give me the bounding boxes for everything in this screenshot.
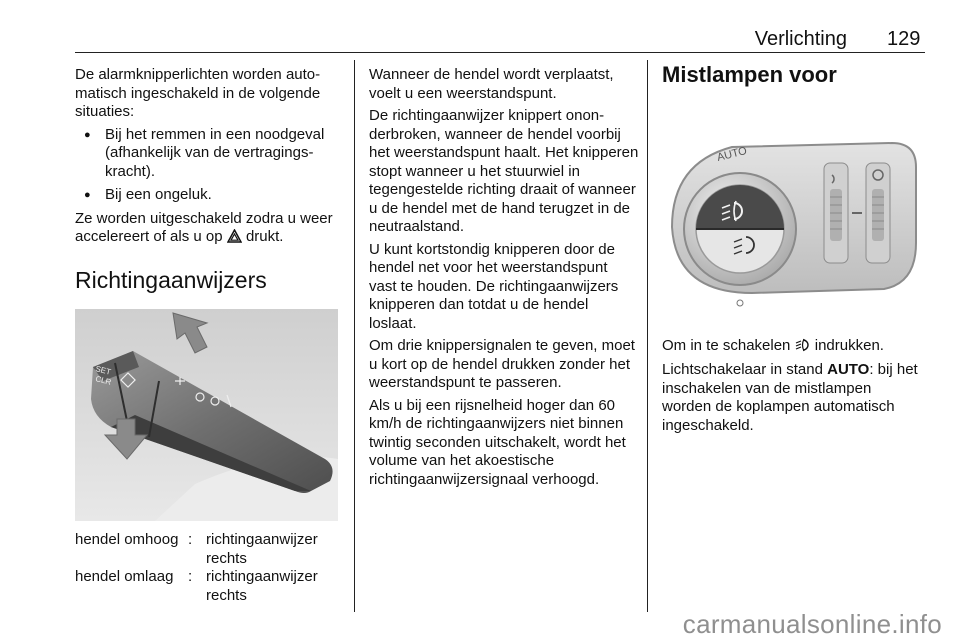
column-right bbox=[662, 62, 924, 439]
page-number: 129 bbox=[887, 28, 921, 50]
deactivation-text: Ze worden uitgeschakeld zodra u weer accelereert of als u op bbox=[75, 209, 333, 245]
section-heading-turn-signals: Richtingaanwijzers bbox=[75, 266, 267, 293]
deactivation-text-end: drukt. bbox=[245, 228, 284, 245]
caption-row bbox=[75, 568, 345, 605]
bullet-list bbox=[75, 126, 345, 205]
auto-mode-paragraph bbox=[662, 361, 924, 435]
fog-lamp-instruction bbox=[662, 337, 924, 358]
paragraph: U kunt kortstondig knipperen door de hendel net voor het weerstandspunt vast te houden. De richtingaanwijzers knipperen dan totdat u de hendel loslaat. bbox=[369, 240, 619, 332]
paragraph: Als u bij een rijsnelheid hoger dan 60 km/h de richtingaanwijzers niet binnen twintig seconden uitschakelt, wordt het volume van het akoestische richtingaanwijzersignaal verhoogd. bbox=[369, 396, 626, 488]
caption-separator: : bbox=[188, 568, 193, 585]
auto-label: AUTO bbox=[827, 361, 870, 378]
caption-key: hendel omlaag bbox=[75, 568, 174, 585]
caption-table bbox=[75, 531, 345, 605]
column-divider bbox=[354, 60, 355, 612]
list-item: ● Bij het remmen in een noodgeval (afhankelijk van de vertragingskracht). bbox=[75, 126, 345, 182]
caption-value: richtingaanwijzer rechts bbox=[206, 531, 318, 567]
caption-separator: : bbox=[188, 531, 193, 548]
turn-signal-lever-image bbox=[75, 309, 338, 521]
lever-label-set: SET bbox=[94, 364, 112, 377]
watermark: carmanualsonline.info bbox=[682, 609, 942, 639]
header-rule bbox=[75, 52, 925, 53]
column-left bbox=[75, 66, 345, 605]
front-fog-lamp-icon bbox=[795, 338, 811, 358]
auto-text-end: : bij het inschakelen van de mistlampen worden de koplampen automatisch ingeschakeld. bbox=[662, 361, 918, 434]
deactivation-paragraph bbox=[75, 210, 345, 249]
switch-label-auto: AUTO bbox=[715, 144, 749, 164]
intro-paragraph: De alarmknipperlichten worden automatisch ingeschakeld in de volgende situaties: bbox=[75, 66, 321, 120]
auto-text: Lichtschakelaar in stand bbox=[662, 361, 823, 378]
paragraph: Om drie knippersignalen te geven, moet u kort op de hendel drukken zonder het weerstandspunt te passeren. bbox=[369, 337, 635, 391]
light-switch-image bbox=[662, 107, 924, 319]
caption-row bbox=[75, 531, 345, 568]
instruction-text: Om in te schakelen bbox=[662, 336, 791, 354]
section-heading-front-fog-lamps: Mistlampen voor bbox=[662, 62, 837, 87]
instruction-text-end: indrukken. bbox=[814, 336, 884, 354]
caption-key: hendel omhoog bbox=[75, 531, 179, 548]
hazard-warning-icon bbox=[227, 229, 242, 249]
lever-label-clr: CLR bbox=[94, 374, 113, 387]
list-item: ● Bij een ongeluk. bbox=[75, 186, 345, 205]
column-divider bbox=[647, 60, 648, 612]
paragraph: Wanneer de hendel wordt verplaatst, voelt u een weerstandspunt. bbox=[369, 66, 614, 102]
caption-value: richtingaanwijzer rechts bbox=[206, 568, 318, 604]
column-middle bbox=[369, 66, 639, 493]
header-title: Verlichting bbox=[754, 28, 847, 50]
paragraph: De richtingaanwijzer knippert ononderbroken, wanneer de hendel voorbij het weerstandspunt haalt. Het knipperen stopt wanneer u het stuurwiel in tegengestelde richting draait of wanneer u de hendel met de hand terugzet in de neutraalstand. bbox=[369, 107, 639, 235]
